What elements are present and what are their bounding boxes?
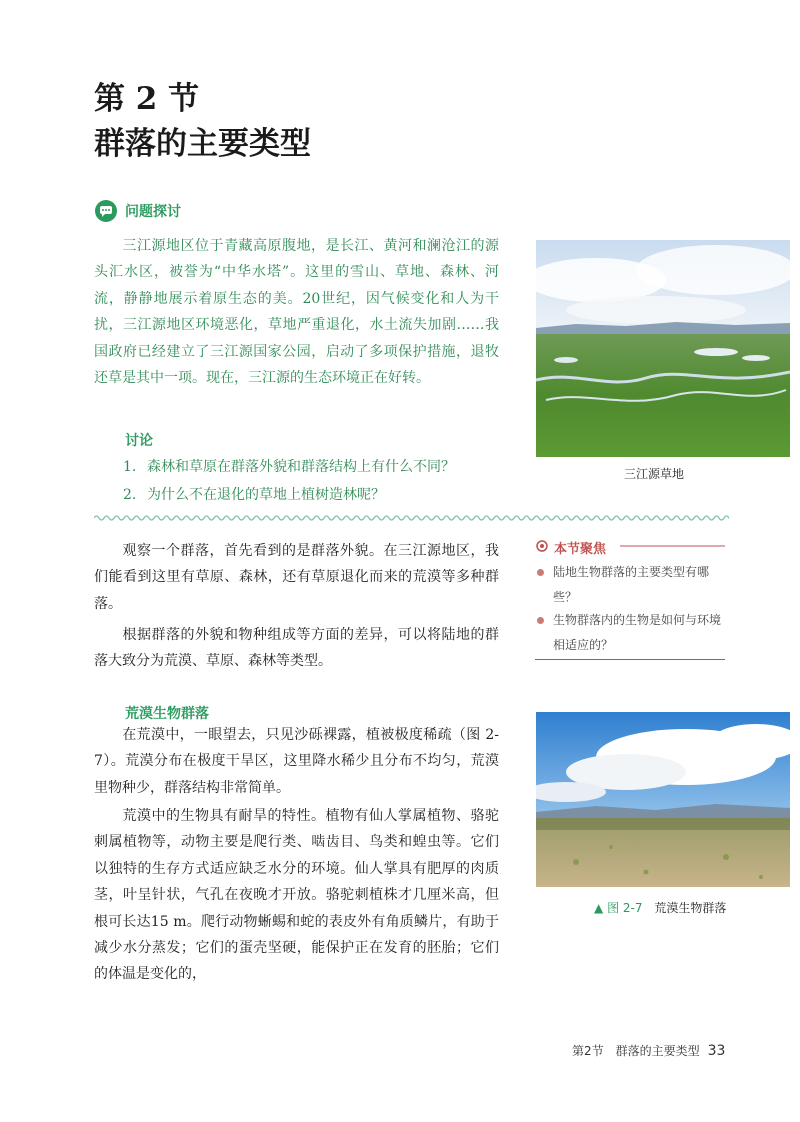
body-paragraph [94, 722, 499, 801]
figure-label: 图 2-7 [607, 901, 643, 915]
paragraph-text: 观察一个群落，首先看到的是群落外貌。在三江源地区，我们能看到这里有草原、森林，还有草原退化而来的荒漠等多种群落。 [94, 543, 499, 612]
question-number: 1. [123, 459, 137, 475]
triangle-icon: ▲ [594, 901, 604, 915]
discussion-label: 讨论 [125, 433, 153, 449]
question-text: 为什么不在退化的草地上植树造林呢？ [147, 487, 385, 503]
grassland-caption: 三江源草地 [624, 467, 685, 481]
body-paragraph [94, 622, 499, 675]
paragraph-text: 在荒漠中，一眼望去，只见沙砾裸露，植被极度稀疏（图 2-7）。荒漠分布在极度干旱区，这里降水稀少且分布不均匀，荒漠里物种少，群落结构非常简单。 [94, 727, 499, 796]
body-paragraph [94, 803, 499, 988]
focus-bottom-rule [535, 659, 725, 660]
figure-caption [594, 899, 726, 916]
page-number: 33 [707, 1043, 726, 1059]
grassland-photo [536, 240, 790, 457]
question-text: 森林和草原在群落外貌和群落结构上有什么不同？ [147, 459, 455, 475]
paragraph-text: 荒漠中的生物具有耐旱的特性。植物有仙人掌属植物、骆驼刺属植物等，动物主要是爬行类、啮齿目、鸟类和蝗虫等。它们以独特的生存方式适应缺乏水分的环境。仙人掌具有肥厚的肉质茎，叶呈针状，气孔在夜晚才开放。骆驼刺植株才几厘米高，但根可长达15 m。爬行动物蜥蜴和蛇的表皮外有角质鳞片，有助于减少水分蒸发；它们的蛋壳坚硬，能保护正在发育的胚胎；它们的体温是变化的， [94, 808, 499, 983]
body-paragraph [94, 538, 499, 617]
inquiry-paragraph [94, 233, 499, 391]
speech-bubble-icon [95, 200, 117, 222]
inquiry-text: 三江源地区位于青藏高原腹地，是长江、黄河和澜沧江的源头汇水区，被誉为“中华水塔”。这里的雪山、草地、森林、河流，静静地展示着原生态的美。20世纪，因气候变化和人为干扰，三江源地区环境恶化，草地严重退化，水土流失加剧……我国政府已经建立了三江源国家公园，启动了多项保护措施，退牧还草是其中一项。现在，三江源的生态环境正在好转。 [94, 238, 499, 387]
footer-text: 第2节 群落的主要类型 [572, 1044, 700, 1058]
inquiry-title: 问题探讨 [125, 204, 181, 220]
question-number: 2. [123, 487, 137, 503]
focus-item [535, 608, 730, 658]
paragraph-text: 根据群落的外貌和物种组成等方面的差异，可以将陆地的群落大致分为荒漠、草原、森林等类型。 [94, 627, 499, 670]
desert-photo [536, 712, 790, 887]
focus-item-text: 陆地生物群落的主要类型有哪些？ [553, 565, 710, 604]
section-title: 群落的主要类型 [94, 126, 311, 162]
focus-item [535, 560, 730, 610]
wave-divider [94, 508, 729, 527]
focus-title: 本节聚焦 [554, 542, 607, 557]
figure-caption-text: 荒漠生物群落 [654, 901, 727, 915]
focus-item-text: 生物群落内的生物是如何与环境相适应的？ [553, 613, 722, 652]
discussion-question [123, 456, 455, 476]
page-footer [572, 1042, 725, 1059]
bullet-icon [537, 569, 544, 576]
section-number: 第 2 节 [94, 81, 200, 117]
subsection-title: 荒漠生物群落 [125, 706, 209, 722]
bullet-icon [537, 617, 544, 624]
discussion-question [123, 484, 385, 504]
